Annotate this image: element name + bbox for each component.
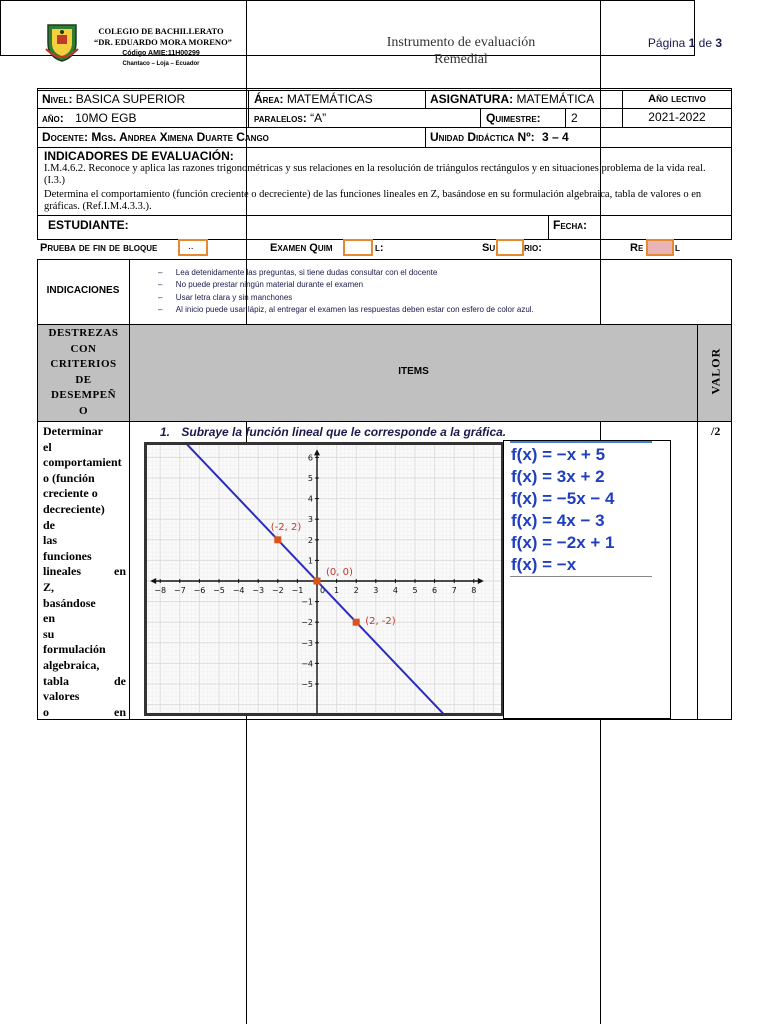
indicador-2: Determina el comportamiento (función creciente o decreciente) de las funciones lineales en Z, basándose en su formulación algebraica, tabla de valores o en gráficas. (Ref.I.M.4.3.3.). — [44, 189, 702, 212]
x-tick-label: −4 — [232, 586, 245, 595]
x-tick-label: 1 — [334, 586, 340, 595]
paralelos-value: “A” — [310, 111, 327, 125]
school-location: Chantaco – Loja – Ecuador — [122, 61, 200, 67]
indicador-1: I.M.4.6.2. Reconoce y aplica las razones trigonométricas y sus relaciones en la resolución de triángulos rectángulos y en situaciones problema de la vida real. (I.3.) — [44, 163, 706, 186]
data-point — [314, 578, 321, 585]
option-4[interactable]: f(x) = 4x − 3 — [511, 511, 605, 530]
exam-type-prueba — [40, 242, 157, 254]
document-subtitle: Remedial — [434, 52, 488, 67]
paralelos-label: paralelos: — [254, 111, 307, 125]
x-tick-label: 5 — [412, 586, 418, 595]
option-2[interactable]: f(x) = 3x + 2 — [511, 467, 605, 486]
ano-label: año: — [42, 111, 64, 125]
remedial-label-head: Re — [630, 242, 644, 254]
x-tick-label: −7 — [173, 586, 186, 595]
x-axis-arrow-right — [478, 578, 484, 584]
question-number: 1. — [160, 425, 171, 439]
destreza-text: Determinar el comportamient o (función creciente o decreciente) de las funciones lineales en Z, basándose en su formulación algebraica, tabla de valores o en — [43, 424, 126, 719]
y-tick-label: −4 — [301, 659, 313, 669]
area-value: MATEMÁTICAS — [286, 92, 373, 106]
y-tick-label: −3 — [301, 638, 313, 648]
x-tick-label: −3 — [252, 586, 265, 595]
school-name: COLEGIO DE BACHILLERATO — [98, 26, 224, 36]
ano-lectivo-value: 2021-2022 — [648, 110, 706, 124]
question-text: Subraye la función lineal que le corresponde a la gráfica. — [181, 425, 507, 439]
prueba-label: Prueba de fin de bloque — [40, 242, 158, 254]
origin-tick-label: 0 — [320, 586, 326, 595]
docente-label: Docente: — [42, 130, 88, 144]
quimestre-label: Quimestre: — [486, 111, 541, 125]
area-field — [254, 92, 373, 106]
supletorio-label-head: Su — [482, 242, 496, 254]
ano-field — [42, 111, 136, 125]
options-bottom-rule — [510, 576, 652, 577]
remedial-checkbox[interactable] — [646, 239, 674, 256]
valor-header: VALOR — [708, 347, 723, 395]
nivel-value: BASICA SUPERIOR — [75, 92, 186, 106]
examen-checkbox[interactable] — [343, 239, 373, 256]
question-1 — [160, 425, 506, 439]
option-1[interactable]: f(x) = −x + 5 — [511, 445, 606, 464]
y-tick-label: 1 — [307, 556, 313, 566]
supletorio-checkbox[interactable] — [496, 239, 524, 256]
valor-cell — [697, 421, 732, 720]
x-tick-label: 2 — [353, 586, 359, 595]
option-list — [511, 444, 614, 576]
exam-type-examen — [270, 242, 333, 254]
options-top-rule — [510, 441, 652, 443]
asignatura-label: ASIGNATURA: — [430, 92, 514, 106]
x-tick-label: −8 — [154, 586, 167, 595]
supletorio-label-tail: rio: — [524, 242, 542, 254]
ano-value: 10MO EGB — [75, 111, 137, 125]
y-tick-label: −1 — [301, 597, 313, 607]
x-tick-label: 3 — [373, 586, 379, 595]
indicacion-item: – Lea detenidamente las preguntas, si tiene dudas consultar con el docente — [158, 268, 438, 277]
indicacion-item: – No puede prestar ningún material durante el examen — [158, 280, 364, 289]
docente-field — [42, 130, 269, 144]
page-of: de — [698, 36, 713, 50]
option-3[interactable]: f(x) = −5x − 4 — [511, 489, 615, 508]
school-name-2: “DR. EDUARDO MORA MORENO” — [94, 37, 232, 47]
estudiante-label[interactable]: ESTUDIANTE: — [48, 218, 129, 232]
school-crest-logo — [44, 21, 80, 63]
prueba-mark: .. — [188, 241, 194, 252]
destrezas-header-text: DESTREZAS CON CRITERIOS DE DESEMPEÑ O — [48, 327, 119, 417]
unidad-value: 3 – 4 — [541, 130, 569, 144]
nivel-label: Nivel: — [42, 92, 73, 106]
indicadores-title: INDICADORES DE EVALUACIÓN: — [44, 149, 234, 163]
indicaciones-label: INDICACIONES — [46, 285, 120, 296]
y-tick-label: 2 — [307, 535, 313, 545]
area-label: Área: — [254, 92, 284, 106]
x-tick-label: −6 — [193, 586, 206, 595]
unidad-field — [430, 130, 569, 144]
page-label: Página — [647, 36, 686, 50]
items-header: ITEMS — [398, 366, 429, 377]
indicacion-item: – Usar letra clara y sin manchones — [158, 293, 293, 302]
data-point-label: (-2, 2) — [270, 521, 302, 533]
data-point — [353, 619, 360, 626]
page-number: 1 — [688, 36, 696, 50]
asignatura-value: MATEMÁTICA — [516, 92, 595, 106]
school-code: Código AMIE:11H00299 — [122, 50, 200, 57]
y-tick-label: −5 — [301, 680, 313, 689]
valor-score: /2 — [711, 424, 721, 438]
ano-lectivo-label: Año lectivo — [648, 93, 706, 105]
y-tick-label: 6 — [307, 453, 313, 463]
quimestre-value: 2 — [571, 111, 578, 125]
y-axis-arrow-top — [314, 449, 320, 455]
y-tick-label: −2 — [301, 618, 313, 628]
paralelos-field — [254, 111, 326, 125]
page-indicator — [638, 36, 732, 50]
x-tick-label: 7 — [451, 586, 457, 595]
examen-label: Examen Quim — [270, 242, 333, 254]
docente-value: Mgs. Andrea Ximena Duarte Cango — [91, 130, 269, 144]
y-tick-label: 3 — [307, 515, 313, 525]
x-axis-arrow-left — [150, 578, 156, 584]
data-point-label: (0, 0) — [326, 567, 353, 578]
document-title: Instrumento de evaluación — [386, 35, 536, 50]
option-6[interactable]: f(x) = −x — [511, 555, 577, 574]
x-tick-label: −2 — [271, 586, 284, 595]
asignatura-field — [430, 92, 594, 106]
examen-label-tail: l: — [375, 242, 384, 254]
page-total: 3 — [715, 36, 723, 50]
x-tick-label: −1 — [291, 586, 304, 595]
nivel-field — [42, 92, 185, 106]
data-point — [274, 536, 281, 543]
indicacion-item: – Al inicio puede usar lápiz, al entregar el examen las respuestas deben estar con esfero de color azul. — [158, 305, 534, 314]
y-tick-label: 4 — [307, 494, 313, 504]
y-tick-label: 5 — [307, 474, 313, 483]
x-tick-label: 8 — [471, 586, 477, 595]
x-tick-label: 4 — [392, 586, 398, 595]
data-point-label: (2, -2) — [365, 616, 396, 628]
x-tick-label: 6 — [432, 586, 438, 595]
linear-function-graph — [147, 445, 501, 713]
fecha-label[interactable]: Fecha: — [553, 218, 587, 232]
x-tick-label: −5 — [213, 586, 225, 595]
option-5[interactable]: f(x) = −2x + 1 — [511, 533, 615, 552]
unidad-label: Unidad Didáctica Nº: — [430, 130, 535, 144]
remedial-label-tail: l — [675, 242, 680, 254]
